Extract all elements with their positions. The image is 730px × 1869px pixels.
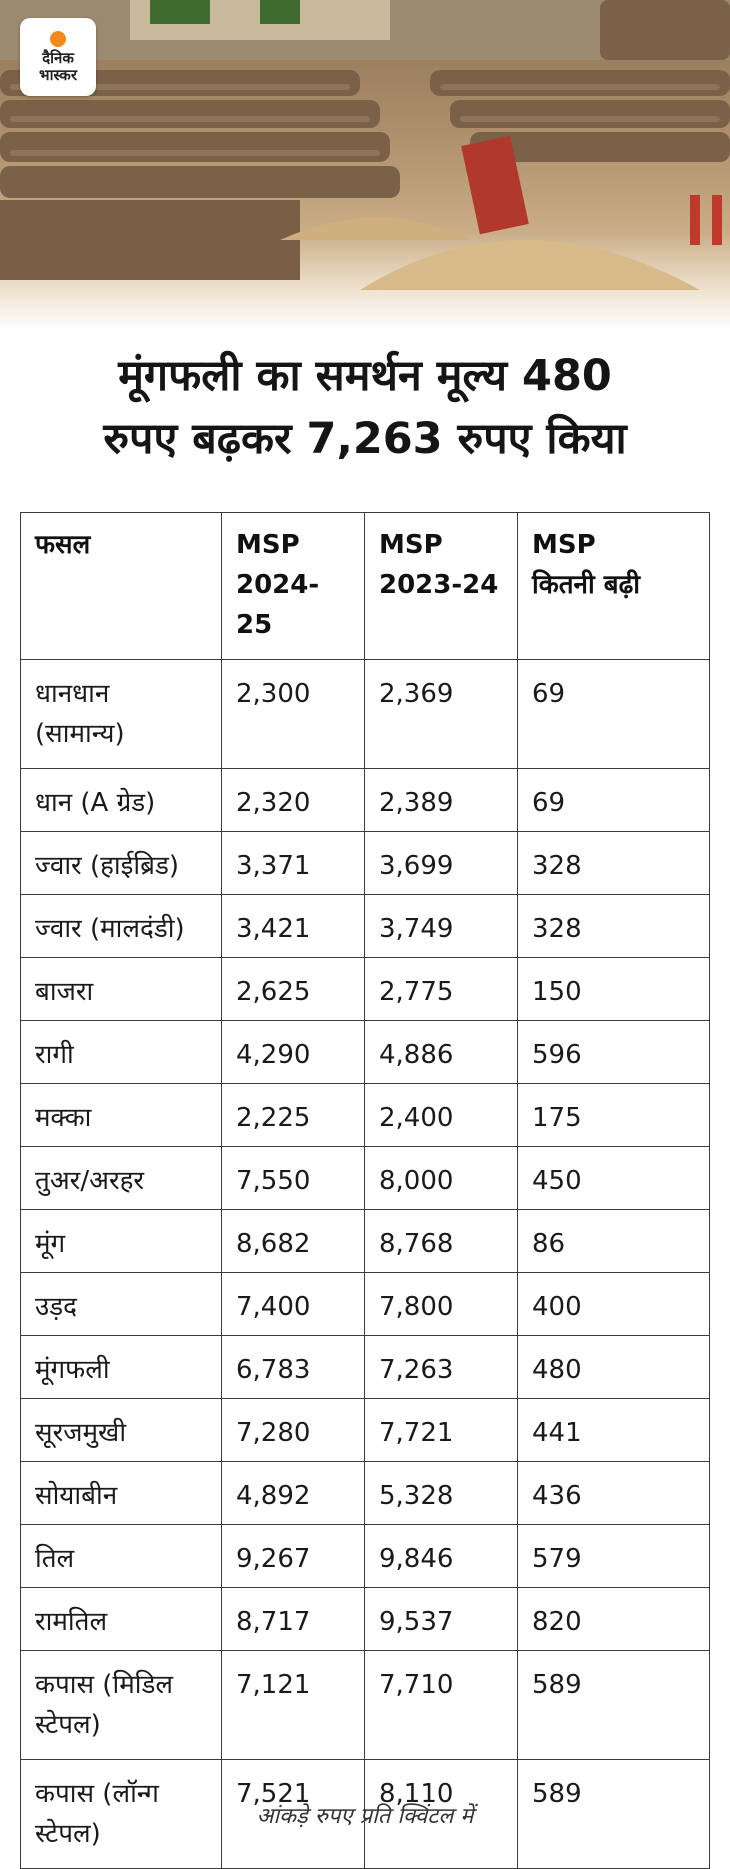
cell-crop: कपास (मिडिल स्टेपल) <box>21 1651 222 1760</box>
cell-msp-2023-24: 7,721 <box>365 1399 518 1462</box>
grain-market-illustration <box>0 0 730 330</box>
cell-crop: सोयाबीन <box>21 1462 222 1525</box>
cell-crop: तिल <box>21 1525 222 1588</box>
cell-increase: 328 <box>518 895 710 958</box>
cell-msp-2024-25: 4,290 <box>222 1021 365 1084</box>
header-msp-2023-24: MSP 2023-24 <box>365 513 518 660</box>
table-row <box>21 1210 710 1273</box>
cell-increase: 441 <box>518 1399 710 1462</box>
table-row <box>21 832 710 895</box>
cell-increase: 596 <box>518 1021 710 1084</box>
cell-crop: मूंगफली <box>21 1336 222 1399</box>
logo-text-line1: दैनिक <box>42 48 74 67</box>
cell-msp-2023-24: 2,775 <box>365 958 518 1021</box>
table-row <box>21 958 710 1021</box>
cell-increase: 579 <box>518 1525 710 1588</box>
cell-msp-2024-25: 3,421 <box>222 895 365 958</box>
table-row <box>21 1273 710 1336</box>
table-row <box>21 1399 710 1462</box>
dainik-bhaskar-logo <box>20 18 96 96</box>
cell-increase: 589 <box>518 1651 710 1760</box>
cell-increase: 86 <box>518 1210 710 1273</box>
cell-increase: 69 <box>518 660 710 769</box>
cell-increase: 480 <box>518 1336 710 1399</box>
hero-image <box>0 0 730 330</box>
header-increase: MSP कितनी बढ़ी <box>518 513 710 660</box>
cell-msp-2024-25: 2,300 <box>222 660 365 769</box>
cell-msp-2023-24: 4,886 <box>365 1021 518 1084</box>
cell-msp-2024-25: 7,550 <box>222 1147 365 1210</box>
cell-increase: 69 <box>518 769 710 832</box>
cell-increase: 589 <box>518 1760 710 1869</box>
cell-increase: 175 <box>518 1084 710 1147</box>
table-row <box>21 1084 710 1147</box>
table-row <box>21 660 710 769</box>
cell-crop: सूरजमुखी <box>21 1399 222 1462</box>
table-row <box>21 1651 710 1760</box>
cell-msp-2023-24: 2,389 <box>365 769 518 832</box>
cell-msp-2023-24: 8,768 <box>365 1210 518 1273</box>
cell-crop: तुअर/अरहर <box>21 1147 222 1210</box>
cell-crop: ज्वार (हाईब्रिड) <box>21 832 222 895</box>
table-row <box>21 1462 710 1525</box>
cell-msp-2024-25: 2,225 <box>222 1084 365 1147</box>
table-row <box>21 1588 710 1651</box>
headline <box>0 345 730 471</box>
cell-crop: धानधान (सामान्य) <box>21 660 222 769</box>
table-row <box>21 769 710 832</box>
cell-increase: 150 <box>518 958 710 1021</box>
cell-crop: उड़द <box>21 1273 222 1336</box>
cell-msp-2024-25: 4,892 <box>222 1462 365 1525</box>
logo-sun-icon <box>50 31 66 47</box>
header-msp-2024-25: MSP 2024-25 <box>222 513 365 660</box>
header-crop: फसल <box>21 513 222 660</box>
table-row <box>21 1021 710 1084</box>
cell-msp-2023-24: 3,699 <box>365 832 518 895</box>
cell-msp-2024-25: 8,717 <box>222 1588 365 1651</box>
cell-msp-2023-24: 2,400 <box>365 1084 518 1147</box>
cell-msp-2023-24: 7,710 <box>365 1651 518 1760</box>
headline-line2: रुपए बढ़कर 7,263 रुपए किया <box>103 414 627 464</box>
msp-table <box>20 512 710 1869</box>
cell-msp-2024-25: 7,280 <box>222 1399 365 1462</box>
cell-crop: मूंग <box>21 1210 222 1273</box>
cell-increase: 436 <box>518 1462 710 1525</box>
cell-msp-2023-24: 8,000 <box>365 1147 518 1210</box>
cell-crop: रामतिल <box>21 1588 222 1651</box>
footnote: आंकड़े रुपए प्रति क्विंटल में <box>256 1804 474 1829</box>
cell-crop: धान (A ग्रेड) <box>21 769 222 832</box>
cell-crop: रागी <box>21 1021 222 1084</box>
cell-msp-2024-25: 2,320 <box>222 769 365 832</box>
logo-text-line2: भास्कर <box>39 65 77 84</box>
cell-msp-2023-24: 9,846 <box>365 1525 518 1588</box>
cell-msp-2023-24: 3,749 <box>365 895 518 958</box>
cell-msp-2024-25: 8,682 <box>222 1210 365 1273</box>
cell-msp-2024-25: 6,783 <box>222 1336 365 1399</box>
table-row <box>21 1147 710 1210</box>
table-header-row <box>21 513 710 660</box>
cell-msp-2024-25: 3,371 <box>222 832 365 895</box>
table-row <box>21 1336 710 1399</box>
table-row <box>21 1525 710 1588</box>
table-row <box>21 895 710 958</box>
cell-msp-2024-25: 7,400 <box>222 1273 365 1336</box>
cell-msp-2023-24: 5,328 <box>365 1462 518 1525</box>
cell-msp-2024-25: 7,521 <box>222 1760 365 1869</box>
cell-msp-2024-25: 9,267 <box>222 1525 365 1588</box>
cell-msp-2023-24: 7,263 <box>365 1336 518 1399</box>
cell-increase: 820 <box>518 1588 710 1651</box>
cell-increase: 328 <box>518 832 710 895</box>
cell-msp-2023-24: 7,800 <box>365 1273 518 1336</box>
cell-msp-2023-24: 9,537 <box>365 1588 518 1651</box>
cell-crop: कपास (लॉन्ग स्टेपल) <box>21 1760 222 1869</box>
cell-msp-2024-25: 7,121 <box>222 1651 365 1760</box>
cell-msp-2023-24: 2,369 <box>365 660 518 769</box>
headline-line1: मूंगफली का समर्थन मूल्य 480 <box>118 351 612 401</box>
cell-crop: मक्का <box>21 1084 222 1147</box>
cell-msp-2024-25: 2,625 <box>222 958 365 1021</box>
cell-crop: बाजरा <box>21 958 222 1021</box>
table-body <box>21 660 710 1869</box>
cell-crop: ज्वार (मालदंडी) <box>21 895 222 958</box>
cell-msp-2023-24: 8,110 <box>365 1760 518 1869</box>
cell-increase: 400 <box>518 1273 710 1336</box>
cell-increase: 450 <box>518 1147 710 1210</box>
